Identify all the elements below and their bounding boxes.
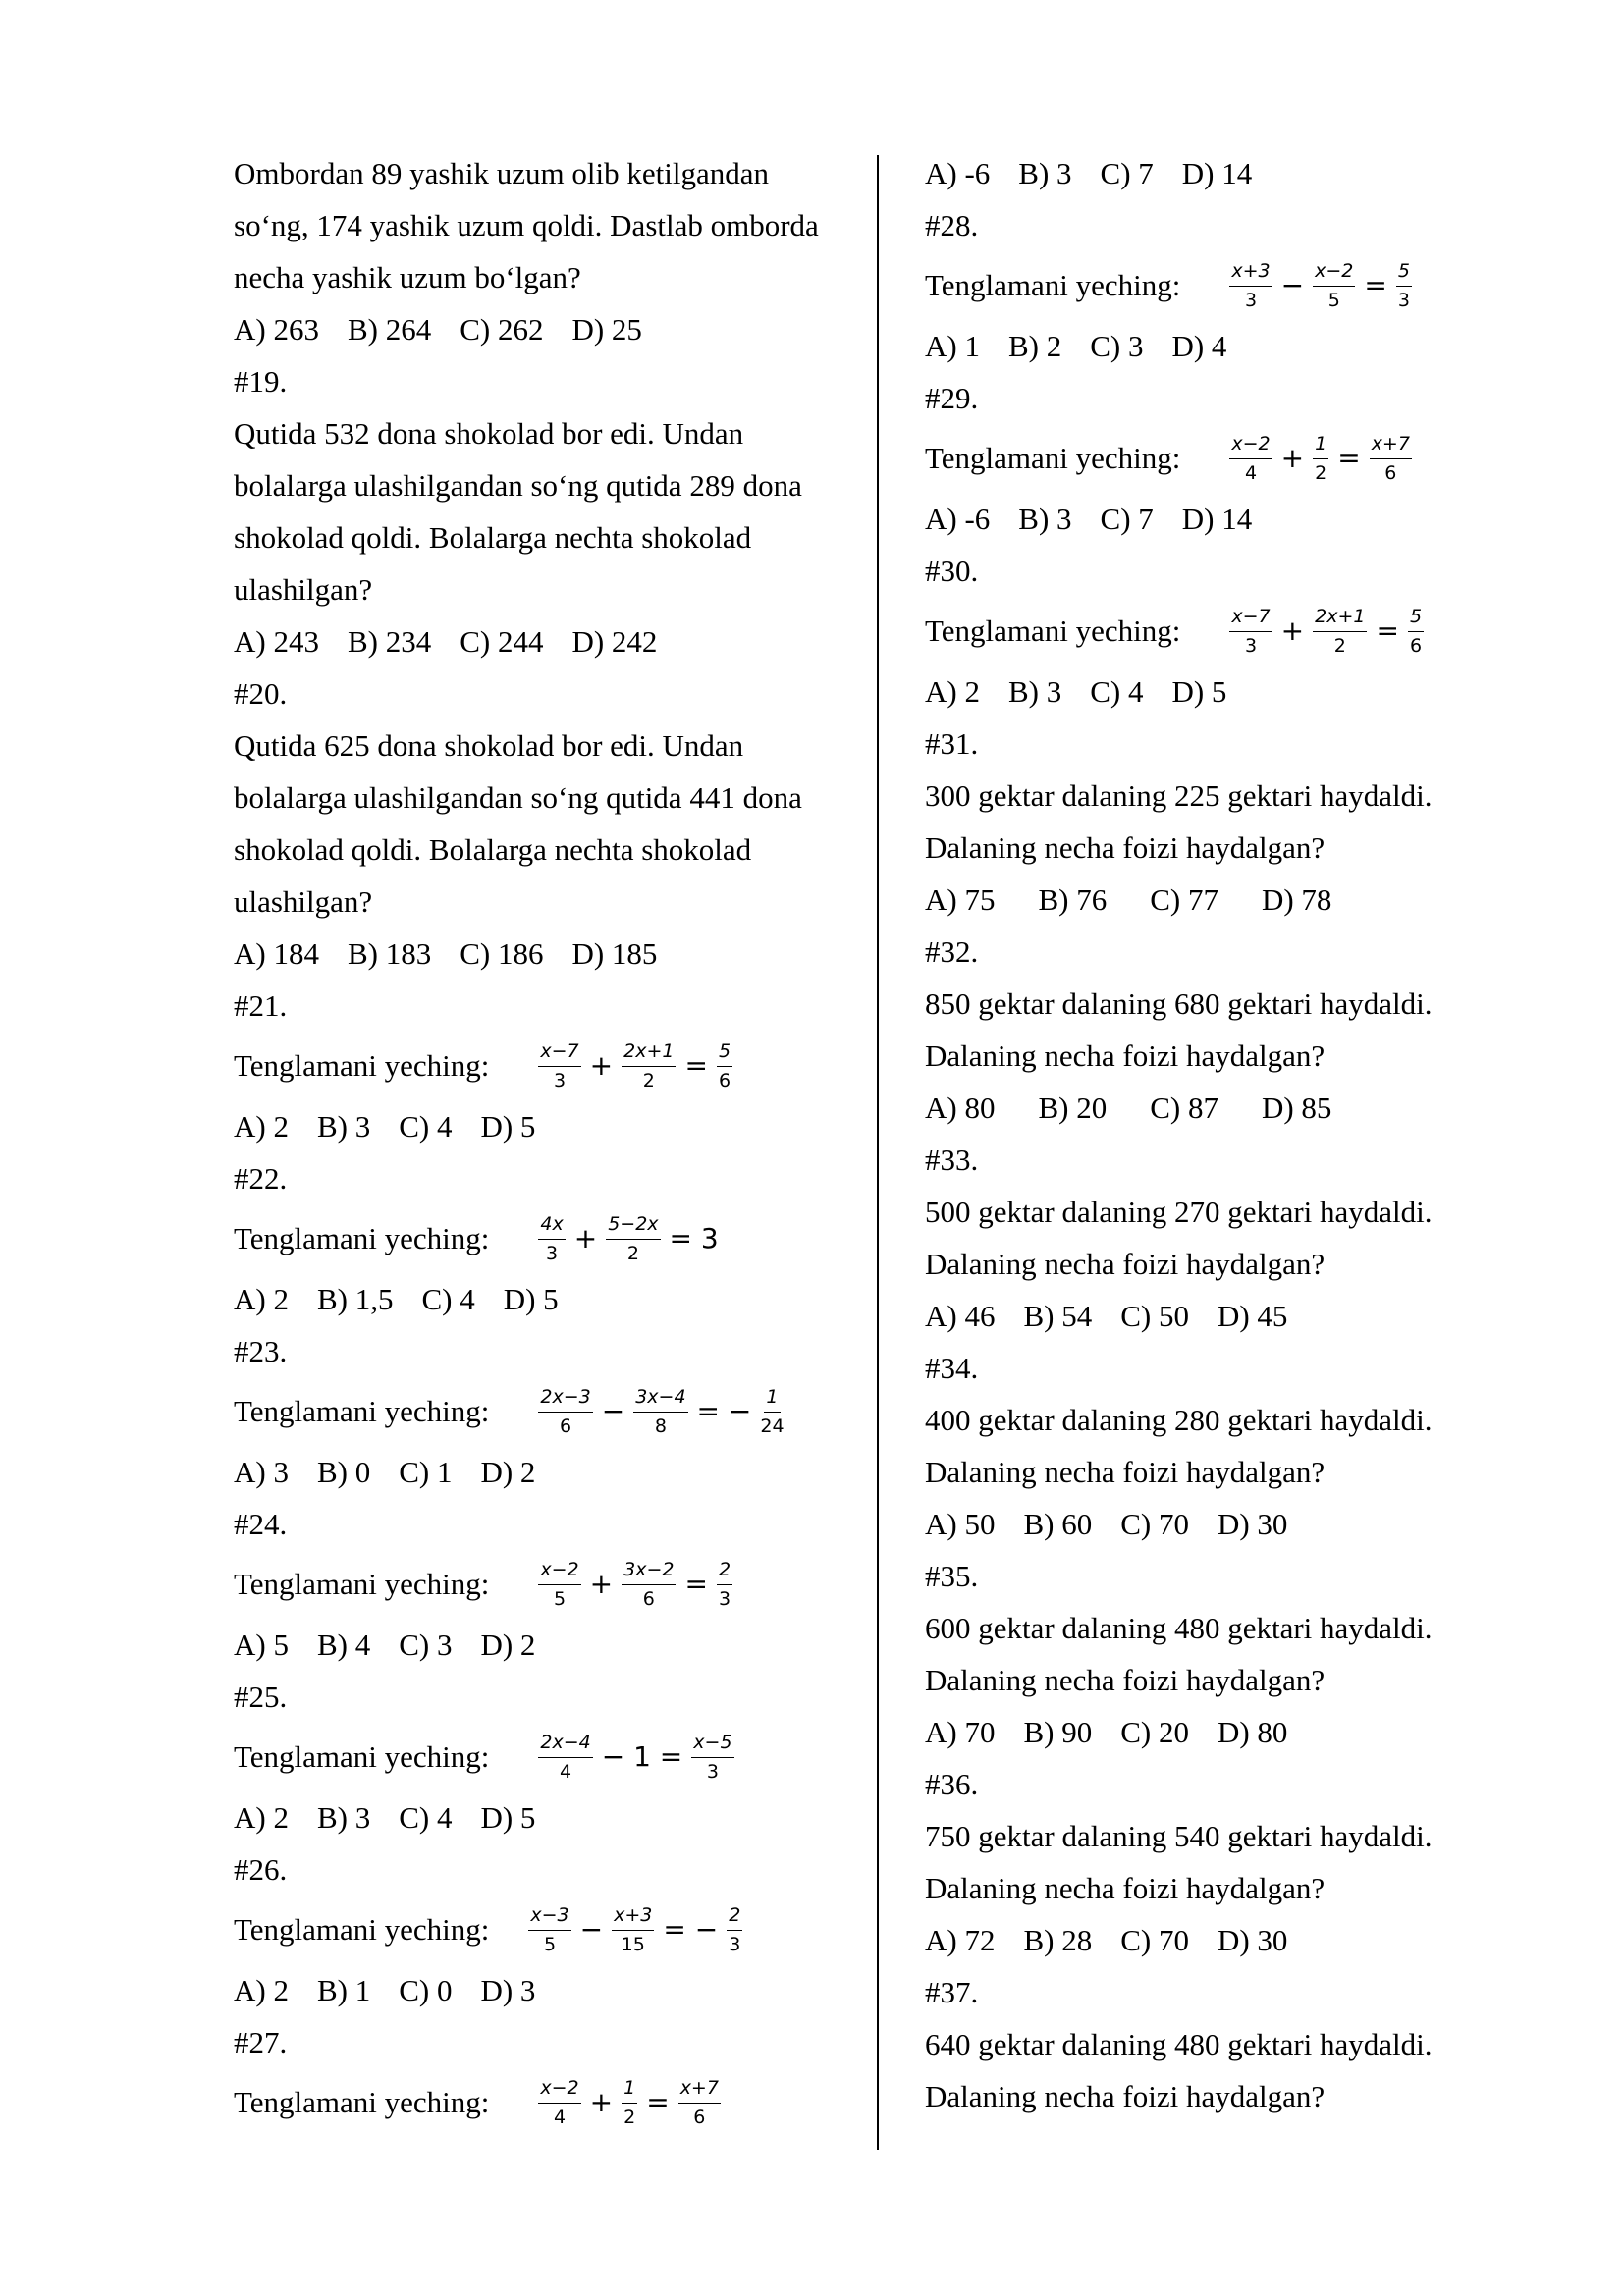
- numerator: 5: [1408, 608, 1424, 632]
- fraction: [538, 2076, 580, 2128]
- option: B) 3: [1018, 502, 1072, 536]
- equation-row: [234, 1550, 862, 1619]
- option: A) 184: [234, 936, 319, 971]
- equation-row: [234, 1032, 862, 1100]
- fraction: [678, 2076, 721, 2128]
- fraction: [1313, 605, 1367, 657]
- numerator: 2: [717, 1561, 732, 1585]
- equation-label: Tenglamani yeching:: [234, 1912, 490, 1947]
- denominator: 2: [1333, 634, 1346, 657]
- equation-label: Tenglamani yeching:: [234, 1567, 490, 1601]
- option: B) 234: [347, 624, 432, 659]
- option: C) 244: [460, 624, 544, 659]
- denominator: 6: [1409, 634, 1423, 657]
- operator: +: [1280, 614, 1305, 647]
- option: B) 60: [1023, 1507, 1093, 1541]
- question-number: #28.: [925, 208, 979, 242]
- question-text: 600 gektar dalaning 480 gektari haydaldi.: [925, 1611, 1433, 1645]
- question-number: #27.: [234, 2025, 288, 2059]
- option: A) 5: [234, 1628, 289, 1662]
- answer-options: [234, 615, 862, 667]
- equation: [524, 1896, 746, 1964]
- operator: +: [589, 1049, 614, 1082]
- option: A) 263: [234, 312, 319, 347]
- equation-label: Tenglamani yeching:: [925, 441, 1181, 475]
- question-number: #29.: [925, 381, 979, 415]
- fraction: [622, 1558, 676, 1610]
- option: A) 75: [925, 882, 996, 917]
- denominator: 3: [729, 1933, 741, 1955]
- option: C) 186: [460, 936, 544, 971]
- question-number: #25.: [234, 1680, 288, 1714]
- question-number: #22.: [234, 1161, 288, 1196]
- equals-sign: =: [1364, 269, 1387, 301]
- question-number: #19.: [234, 364, 288, 399]
- question-number: #32.: [925, 934, 979, 969]
- equals-sign: =: [684, 1568, 708, 1600]
- question-text: ulashilgan?: [234, 572, 373, 607]
- question-number: #26.: [234, 1852, 288, 1887]
- numerator: 3x−2: [622, 1561, 676, 1585]
- option: A) 72: [925, 1923, 996, 1957]
- numerator: 5: [717, 1042, 732, 1067]
- option: C) 262: [460, 312, 544, 347]
- option: D) 185: [571, 936, 658, 971]
- numerator: 2x−3: [538, 1388, 592, 1413]
- operator: −: [1280, 269, 1305, 301]
- option: C) 4: [399, 1800, 453, 1835]
- fraction: [1229, 605, 1272, 657]
- question-text: Dalaning necha foizi haydalgan?: [925, 830, 1326, 865]
- question-text: Dalaning necha foizi haydalgan?: [925, 1663, 1326, 1697]
- numerator: 4x: [538, 1215, 565, 1240]
- question-number: #36.: [925, 1767, 979, 1801]
- question-text: 500 gektar dalaning 270 gektari haydaldi.: [925, 1195, 1433, 1229]
- option: A) 46: [925, 1299, 996, 1333]
- numerator: 2x+1: [1313, 608, 1367, 632]
- answer-options: [925, 874, 1514, 926]
- option: A) 2: [234, 1109, 289, 1144]
- option: A) 2: [234, 1282, 289, 1316]
- numerator: 1: [764, 1388, 780, 1413]
- equation-label: Tenglamani yeching:: [234, 1739, 490, 1774]
- numerator: x+3: [612, 1906, 654, 1931]
- option: D) 45: [1217, 1299, 1288, 1333]
- option: D) 85: [1261, 1091, 1332, 1125]
- fraction: [538, 1731, 592, 1783]
- numerator: 1: [622, 2079, 637, 2104]
- equation-row: [925, 424, 1514, 493]
- question-number: #35.: [925, 1559, 979, 1593]
- denominator: 4: [1244, 461, 1258, 484]
- option: A) 2: [234, 1800, 289, 1835]
- equation-label: Tenglamani yeching:: [925, 268, 1181, 302]
- fraction: [622, 2076, 637, 2128]
- denominator: 2: [1315, 461, 1327, 484]
- question-text: 300 gektar dalaning 225 gektari haydaldi.: [925, 778, 1433, 813]
- question-text: Qutida 625 dona shokolad bor edi. Undan: [234, 728, 744, 763]
- option: B) 264: [347, 312, 432, 347]
- option: B) 183: [347, 936, 432, 971]
- fraction: [717, 1042, 732, 1091]
- denominator: 2: [623, 2106, 636, 2128]
- fraction: [633, 1385, 687, 1437]
- answer-options: [925, 320, 1514, 372]
- numerator: x−2: [538, 1561, 580, 1585]
- question-text: Dalaning necha foizi haydalgan?: [925, 1039, 1326, 1073]
- denominator: 5: [1327, 289, 1340, 311]
- right-column: [925, 147, 1514, 2122]
- numerator: x−3: [528, 1906, 570, 1931]
- option: D) 2: [480, 1628, 536, 1662]
- numerator: x−2: [538, 2079, 580, 2104]
- fraction: [538, 1042, 580, 1091]
- question-number: #37.: [925, 1975, 979, 2009]
- option: D) 30: [1217, 1507, 1288, 1541]
- fraction: [528, 1903, 570, 1955]
- option: D) 25: [571, 312, 642, 347]
- fraction: [1229, 259, 1272, 311]
- option: D) 5: [480, 1800, 536, 1835]
- numerator: x−7: [538, 1042, 580, 1067]
- denominator: 24: [760, 1415, 785, 1437]
- numerator: 2x+1: [622, 1042, 676, 1067]
- equals-sign: = −: [696, 1395, 752, 1427]
- question-text: bolalarga ulashilgandan so‘ng qutida 289 dona: [234, 468, 802, 503]
- numerator: 3x−4: [633, 1388, 687, 1413]
- operator: −: [601, 1395, 625, 1427]
- denominator: 6: [1384, 461, 1397, 484]
- option: C) 50: [1120, 1299, 1189, 1333]
- option: D) 14: [1181, 156, 1253, 190]
- denominator: 3: [1397, 289, 1410, 311]
- answer-options: [234, 1100, 862, 1152]
- operator: +: [589, 2086, 614, 2118]
- equals-sign: =: [1337, 442, 1361, 474]
- question-text: Qutida 532 dona shokolad bor edi. Undan: [234, 416, 744, 451]
- denominator: 3: [1244, 289, 1258, 311]
- fraction: [1408, 605, 1424, 657]
- question-number: #24.: [234, 1507, 288, 1541]
- numerator: x+7: [678, 2079, 721, 2104]
- option: A) 1: [925, 329, 980, 363]
- equation-row: [234, 1204, 862, 1273]
- equation-row: [925, 251, 1514, 320]
- answer-options: [925, 666, 1514, 718]
- question-number: #21.: [234, 988, 288, 1023]
- denominator: 6: [642, 1587, 655, 1610]
- option: A) 3: [234, 1455, 289, 1489]
- column-divider: [877, 155, 879, 2150]
- equation-label: Tenglamani yeching:: [925, 614, 1181, 648]
- denominator: 2: [626, 1242, 639, 1264]
- question-text: 400 gektar dalaning 280 gektari haydaldi.: [925, 1403, 1433, 1437]
- question-number: #30.: [925, 554, 979, 588]
- question-text: 640 gektar dalaning 480 gektari haydaldi.: [925, 2027, 1433, 2061]
- option: B) 90: [1023, 1715, 1093, 1749]
- option: B) 0: [316, 1455, 371, 1489]
- option: B) 1: [316, 1973, 371, 2007]
- option: B) 2: [1007, 329, 1062, 363]
- option: D) 30: [1217, 1923, 1288, 1957]
- option: B) 20: [1038, 1091, 1108, 1125]
- fraction: [538, 1385, 592, 1437]
- option: B) 3: [1018, 156, 1072, 190]
- fraction: [538, 1212, 565, 1264]
- denominator: 3: [718, 1587, 731, 1610]
- fraction: [606, 1212, 660, 1264]
- numerator: x−2: [1229, 435, 1272, 459]
- equation-row: [234, 1723, 862, 1791]
- fraction: [612, 1903, 654, 1955]
- equation: [534, 1550, 736, 1619]
- answer-options: [925, 1082, 1514, 1134]
- question-text: Ombordan 89 yashik uzum olib ketilgandan: [234, 156, 769, 190]
- answer-options: [925, 1498, 1514, 1550]
- answer-options: [234, 928, 862, 980]
- option: A) 50: [925, 1507, 996, 1541]
- option: D) 4: [1171, 329, 1227, 363]
- question-text: 850 gektar dalaning 680 gektari haydaldi.: [925, 987, 1433, 1021]
- question-text: Dalaning necha foizi haydalgan?: [925, 2079, 1326, 2113]
- equation-row: [234, 1896, 862, 1964]
- option: C) 4: [399, 1109, 453, 1144]
- answer-options: [925, 1914, 1514, 1966]
- denominator: 6: [693, 2106, 706, 2128]
- fraction: [717, 1558, 732, 1610]
- equation: [1225, 251, 1416, 320]
- operator: − 1 =: [601, 1740, 683, 1773]
- answer-options: [234, 303, 862, 355]
- option: D) 5: [480, 1109, 536, 1144]
- denominator: 3: [706, 1760, 719, 1783]
- equation-row: [234, 2068, 862, 2137]
- option: C) 87: [1150, 1091, 1218, 1125]
- equation: [534, 1723, 737, 1791]
- denominator: 2: [642, 1069, 655, 1092]
- fraction: [538, 1558, 580, 1610]
- option: B) 4: [316, 1628, 371, 1662]
- option: B) 28: [1023, 1923, 1093, 1957]
- answer-options: [234, 1446, 862, 1498]
- question-text: Dalaning necha foizi haydalgan?: [925, 1247, 1326, 1281]
- denominator: 3: [546, 1242, 559, 1264]
- answer-options: [925, 493, 1514, 545]
- option: B) 3: [316, 1800, 371, 1835]
- operator: +: [573, 1222, 598, 1255]
- equals-sign: =: [646, 2086, 670, 2118]
- numerator: x+7: [1370, 435, 1412, 459]
- denominator: 3: [553, 1069, 567, 1092]
- option: C) 77: [1150, 882, 1218, 917]
- option: D) 5: [1171, 674, 1227, 709]
- option: B) 1,5: [316, 1282, 394, 1316]
- left-column: [234, 147, 862, 2137]
- option: C) 70: [1120, 1507, 1189, 1541]
- numerator: 2x−4: [538, 1734, 592, 1758]
- operator: +: [589, 1568, 614, 1600]
- option: C) 7: [1100, 156, 1154, 190]
- option: B) 76: [1038, 882, 1108, 917]
- option: B) 54: [1023, 1299, 1093, 1333]
- numerator: x−2: [1313, 262, 1355, 287]
- equation: [534, 1204, 723, 1273]
- fraction: [622, 1042, 676, 1091]
- equation: [1225, 597, 1428, 666]
- equals-sign: = −: [663, 1913, 719, 1946]
- equation-row: [234, 1377, 862, 1446]
- numerator: 5−2x: [606, 1215, 660, 1240]
- equation-row: [925, 597, 1514, 666]
- question-text: 750 gektar dalaning 540 gektari haydaldi.: [925, 1819, 1433, 1853]
- answer-options: [925, 1706, 1514, 1758]
- equation: [534, 1377, 787, 1446]
- equation: [1225, 424, 1416, 493]
- option: C) 3: [399, 1628, 453, 1662]
- numerator: 5: [1396, 262, 1412, 287]
- fraction: [1396, 259, 1412, 311]
- equals-sign: =: [684, 1049, 708, 1082]
- operator: +: [1280, 442, 1305, 474]
- question-text: necha yashik uzum bo‘lgan?: [234, 260, 581, 294]
- fraction: [691, 1731, 733, 1783]
- option: D) 3: [480, 1973, 536, 2007]
- option: B) 3: [316, 1109, 371, 1144]
- fraction: [727, 1903, 742, 1955]
- option: A) 243: [234, 624, 319, 659]
- numerator: x−5: [691, 1734, 733, 1758]
- option: D) 5: [503, 1282, 559, 1316]
- option: A) 70: [925, 1715, 996, 1749]
- denominator: 6: [560, 1415, 572, 1437]
- question-number: #33.: [925, 1143, 979, 1177]
- option: D) 80: [1217, 1715, 1288, 1749]
- option: C) 4: [1090, 674, 1144, 709]
- fraction: [1313, 432, 1328, 484]
- question-text: shokolad qoldi. Bolalarga nechta shokolad: [234, 520, 752, 555]
- question-number: #20.: [234, 676, 288, 711]
- denominator: 5: [553, 1587, 567, 1610]
- denominator: 15: [621, 1933, 645, 1955]
- answer-options: [234, 1964, 862, 2016]
- question-text: ulashilgan?: [234, 884, 373, 919]
- option: A) 2: [234, 1973, 289, 2007]
- denominator: 6: [718, 1069, 731, 1092]
- option: C) 1: [399, 1455, 453, 1489]
- question-number: #23.: [234, 1334, 288, 1368]
- option: C) 0: [399, 1973, 453, 2007]
- option: D) 78: [1261, 882, 1332, 917]
- option: C) 70: [1120, 1923, 1189, 1957]
- operator: −: [579, 1913, 604, 1946]
- question-text: shokolad qoldi. Bolalarga nechta shokolad: [234, 832, 752, 867]
- denominator: 8: [654, 1415, 667, 1437]
- numerator: x+3: [1229, 262, 1272, 287]
- answer-options: [234, 1273, 862, 1325]
- equation: [534, 2068, 725, 2137]
- option: B) 3: [1007, 674, 1062, 709]
- numerator: 2: [727, 1906, 742, 1931]
- option: C) 7: [1100, 502, 1154, 536]
- option: D) 2: [480, 1455, 536, 1489]
- fraction: [760, 1385, 785, 1437]
- option: D) 242: [571, 624, 658, 659]
- option: A) 2: [925, 674, 980, 709]
- option: C) 20: [1120, 1715, 1189, 1749]
- option: C) 4: [421, 1282, 475, 1316]
- question-text: bolalarga ulashilgandan so‘ng qutida 441 dona: [234, 780, 802, 815]
- option: D) 14: [1181, 502, 1253, 536]
- equation-label: Tenglamani yeching:: [234, 1048, 490, 1083]
- question-text: so‘ng, 174 yashik uzum qoldi. Dastlab omborda: [234, 208, 819, 242]
- fraction: [1229, 432, 1272, 484]
- equation-label: Tenglamani yeching:: [234, 1394, 490, 1428]
- equals-sign: =: [1376, 614, 1399, 647]
- fraction: [1313, 259, 1355, 311]
- equation-label: Tenglamani yeching:: [234, 1221, 490, 1255]
- answer-options: [925, 147, 1514, 199]
- denominator: 4: [553, 2106, 567, 2128]
- denominator: 3: [1244, 634, 1258, 657]
- answer-options: [234, 1791, 862, 1843]
- equation-rhs: = 3: [669, 1222, 719, 1255]
- numerator: 1: [1313, 435, 1328, 459]
- equation: [534, 1032, 736, 1100]
- equation-label: Tenglamani yeching:: [234, 2085, 490, 2119]
- answer-options: [234, 1619, 862, 1671]
- option: A) -6: [925, 502, 991, 536]
- denominator: 4: [560, 1760, 572, 1783]
- numerator: x−7: [1229, 608, 1272, 632]
- answer-options: [925, 1290, 1514, 1342]
- option: A) -6: [925, 156, 991, 190]
- fraction: [1370, 432, 1412, 484]
- denominator: 5: [543, 1933, 557, 1955]
- question-number: #34.: [925, 1351, 979, 1385]
- question-text: Dalaning necha foizi haydalgan?: [925, 1871, 1326, 1905]
- question-number: #31.: [925, 726, 979, 761]
- question-text: Dalaning necha foizi haydalgan?: [925, 1455, 1326, 1489]
- option: C) 3: [1090, 329, 1144, 363]
- option: A) 80: [925, 1091, 996, 1125]
